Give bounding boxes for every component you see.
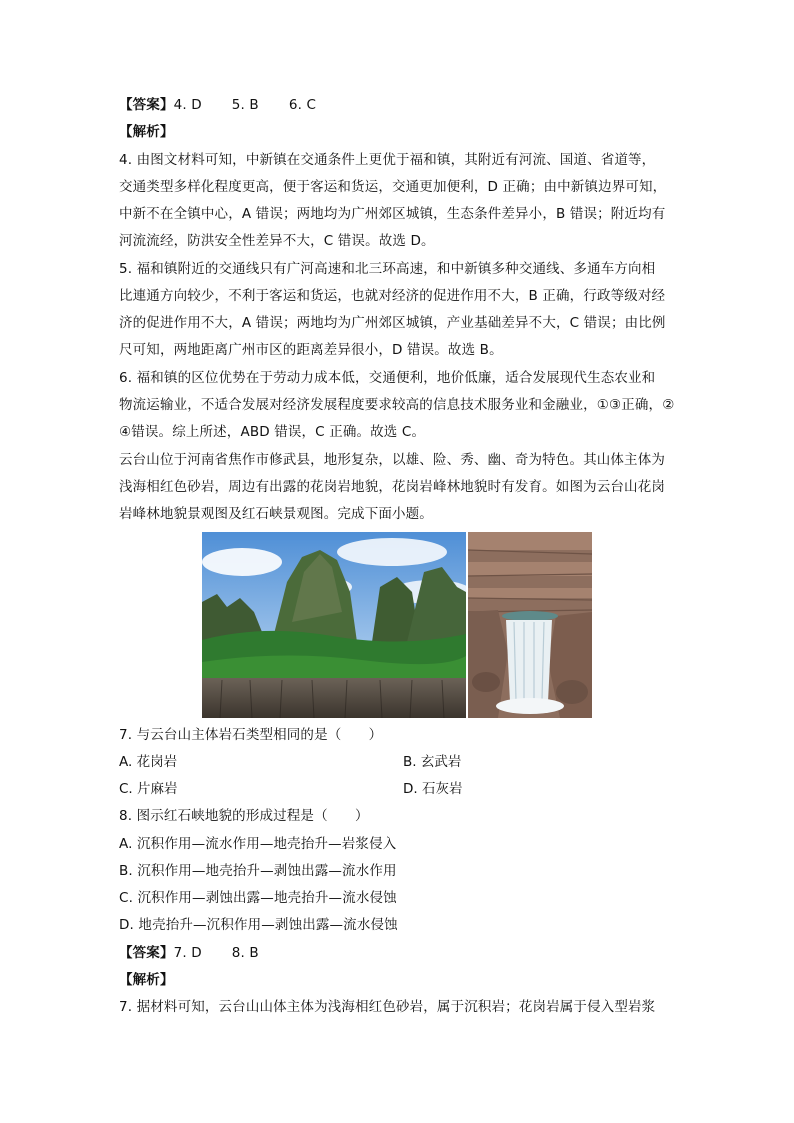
answer-item: 7. D — [173, 945, 202, 961]
explanation-4-line: 中新不在全镇中心，A 错误；两地均为广州郊区城镇，生态条件差异小，B 错误；附近均有 — [119, 206, 666, 222]
answer-label: 【答案】 — [119, 945, 174, 961]
explanation-5-line: 比連通方向较少，不利于客运和货运，也就对经济的促进作用不大，B 正确，行政等级对经 — [119, 288, 666, 304]
explanation-4-line: 4. 由图文材料可知，中新镇在交通条件上更优于福和镇，其附近有河流、国道、省道等， — [119, 152, 656, 168]
analysis-label: 【解析】 — [119, 124, 174, 140]
q7-option-d: D. 石灰岩 — [403, 781, 463, 797]
granite-peak-forest-photo — [202, 532, 466, 718]
q8-option-b: B. 沉积作用—地壳抬升—剥蚀出露—流水作用 — [119, 863, 397, 879]
explanation-4-line: 河流流经，防洪安全性差异不大，C 错误。故选 D。 — [119, 233, 435, 249]
q8-option-a: A. 沉积作用—流水作用—地壳抬升—岩浆侵入 — [119, 836, 397, 852]
answer-item: 5. B — [231, 97, 259, 113]
analysis-label: 【解析】 — [119, 972, 174, 988]
explanation-6-line: 物流运输业，不适合发展对经济发展程度要求较高的信息技术服务业和金融业，①③正确，② — [119, 397, 675, 413]
q8-option-c: C. 沉积作用—剥蚀出露—地壳抬升—流水侵蚀 — [119, 890, 397, 906]
q7-option-a: A. 花岗岩 — [119, 754, 178, 770]
explanation-5-line: 尺可知，两地距离广州市区的距离差异很小，D 错误。故选 B。 — [119, 342, 503, 358]
question-7-stem: 7. 与云台山主体岩石类型相同的是（ ） — [119, 727, 383, 743]
intro-line: 浅海相红色砂岩，周边有出露的花岗岩地貌，花岗岩峰林地貌时有发育。如图为云台山花岗 — [119, 479, 665, 495]
explanation-4-line: 交通类型多样化程度更高，便于客运和货运，交通更加便利，D 正确；由中新镇边界可知， — [119, 179, 667, 195]
explanation-6-line: 6. 福和镇的区位优势在于劳动力成本低，交通便利，地价低廉，适合发展现代生态农业和 — [119, 370, 656, 386]
q7-option-c: C. 片麻岩 — [119, 781, 178, 797]
explanation-6-line: ④错误。综上所述，ABD 错误，C 正确。故选 C。 — [119, 424, 426, 440]
explanation-5-line: 5. 福和镇附近的交通线只有广河高速和北三环高速，和中新镇多种交通线、多通车方向相 — [119, 261, 656, 277]
explanation-7-line: 7. 据材料可知，云台山山体主体为浅海相红色砂岩，属于沉积岩；花岗岩属于侵入型岩浆 — [119, 999, 656, 1015]
explanation-5-line: 济的促进作用不大，A 错误；两地均为广州郊区城镇，产业基础差异不大，C 错误；由比例 — [119, 315, 666, 331]
intro-line: 云台山位于河南省焦作市修武县，地形复杂，以雄、险、秀、幽、奇为特色。其山体主体为 — [119, 452, 665, 468]
answer-label: 【答案】 — [119, 97, 174, 113]
answer-item: 6. C — [288, 97, 317, 113]
red-stone-gorge-photo — [468, 532, 592, 718]
answer-line-1 — [119, 96, 316, 114]
question-8-stem: 8. 图示红石峡地貌的形成过程是（ ） — [119, 808, 369, 824]
answer-line-2 — [119, 944, 259, 962]
answer-item: 4. D — [173, 97, 202, 113]
q8-option-d: D. 地壳抬升—沉积作用—剥蚀出露—流水侵蚀 — [119, 917, 398, 933]
answer-item: 8. B — [231, 945, 259, 961]
q7-option-b: B. 玄武岩 — [403, 754, 462, 770]
intro-line: 岩峰林地貌景观图及红石峡景观图。完成下面小题。 — [119, 506, 433, 522]
